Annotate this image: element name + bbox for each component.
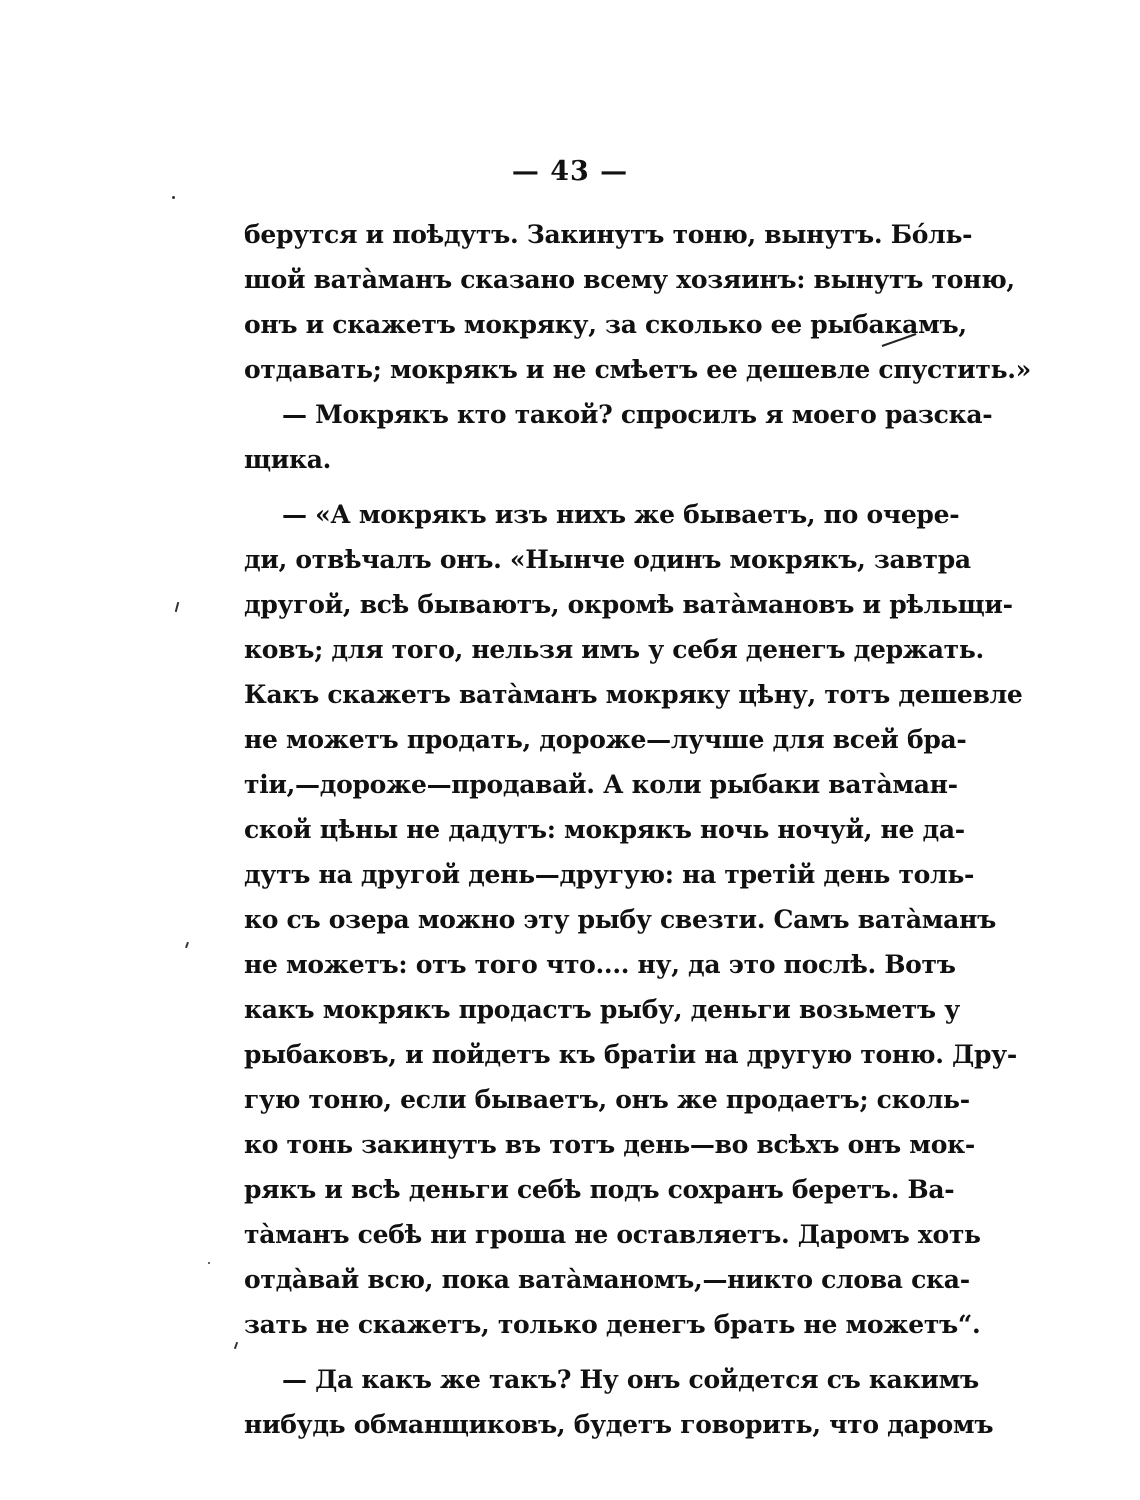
scan-mark [880, 330, 920, 350]
text-line: зать не скажетъ, только денегъ брать не можетъ“. [244, 1310, 981, 1339]
text-line: отдавать; мокрякъ и не смѣетъ ее дешевле спустить.» [244, 355, 1031, 384]
text-line: онъ и скажетъ мокряку, за сколько ее рыбакамъ, [244, 310, 967, 339]
text-line: тіи,—дороже—продавай. А коли рыбаки ватàман- [244, 770, 958, 799]
text-line: какъ мокрякъ продастъ рыбу, деньги возьметъ у [244, 995, 960, 1024]
text-line: ковъ; для того, нельзя имъ у себя денегъ держать. [244, 635, 984, 664]
text-line: шой ватàманъ сказано всему хозяинъ: вынутъ тоню, [244, 265, 1015, 294]
scan-speck [208, 1262, 210, 1264]
text-line: щика. [244, 445, 332, 474]
text-line: ской цѣны не дадутъ: мокрякъ ночь ночуй, не да- [244, 815, 965, 844]
text-line: ди, отвѣчалъ онъ. «Нынче одинъ мокрякъ, завтра [244, 545, 971, 574]
text-line: тàманъ себѣ ни гроша не оставляетъ. Даромъ хоть [244, 1220, 981, 1249]
text-line: — Да какъ же такъ? Ну онъ сойдется съ какимъ [282, 1365, 979, 1394]
text-line: рякъ и всѣ деньги себѣ подъ сохранъ беретъ. Ва- [244, 1175, 955, 1204]
text-line: нибудь обманщиковъ, будетъ говорить, что даромъ [244, 1410, 994, 1439]
text-line: гую тоню, если бываетъ, онъ же продаетъ; сколь- [244, 1085, 970, 1114]
scan-speck [234, 1342, 238, 1349]
text-line: не можетъ: отъ того что.... ну, да это послѣ. Вотъ [244, 950, 956, 979]
text-line: Какъ скажетъ ватàманъ мокряку цѣну, тотъ дешевле [244, 680, 1023, 709]
scan-speck [172, 196, 175, 199]
text-line: другой, всѣ бываютъ, окромѣ ватàмановъ и рѣльщи- [244, 590, 1013, 619]
scan-speck [185, 942, 189, 948]
text-line: ко съ озера можно эту рыбу свезти. Самъ ватàманъ [244, 905, 996, 934]
text-line: — Мокрякъ кто такой? спросилъ я моего разска- [282, 400, 993, 429]
text-line: ко тонь закинутъ въ тотъ день—во всѣхъ онъ мок- [244, 1130, 975, 1159]
page-number: — 43 — [511, 156, 629, 187]
text-line: отдàвай всю, пока ватàманомъ,—никто слова ска- [244, 1265, 970, 1294]
page-text [244, 212, 1031, 1447]
scan-speck [175, 602, 180, 612]
text-line: дутъ на другой день—другую: на третій день толь- [244, 860, 975, 889]
text-line: — «А мокрякъ изъ нихъ же бываетъ, по очере- [282, 500, 960, 529]
text-line: рыбаковъ, и пойдетъ къ братіи на другую тоню. Дру- [244, 1040, 1017, 1069]
text-line: берутся и поѣдутъ. Закинутъ тоню, вынутъ. Бóль- [244, 220, 973, 249]
text-line: не можетъ продать, дороже—лучше для всей бра- [244, 725, 967, 754]
